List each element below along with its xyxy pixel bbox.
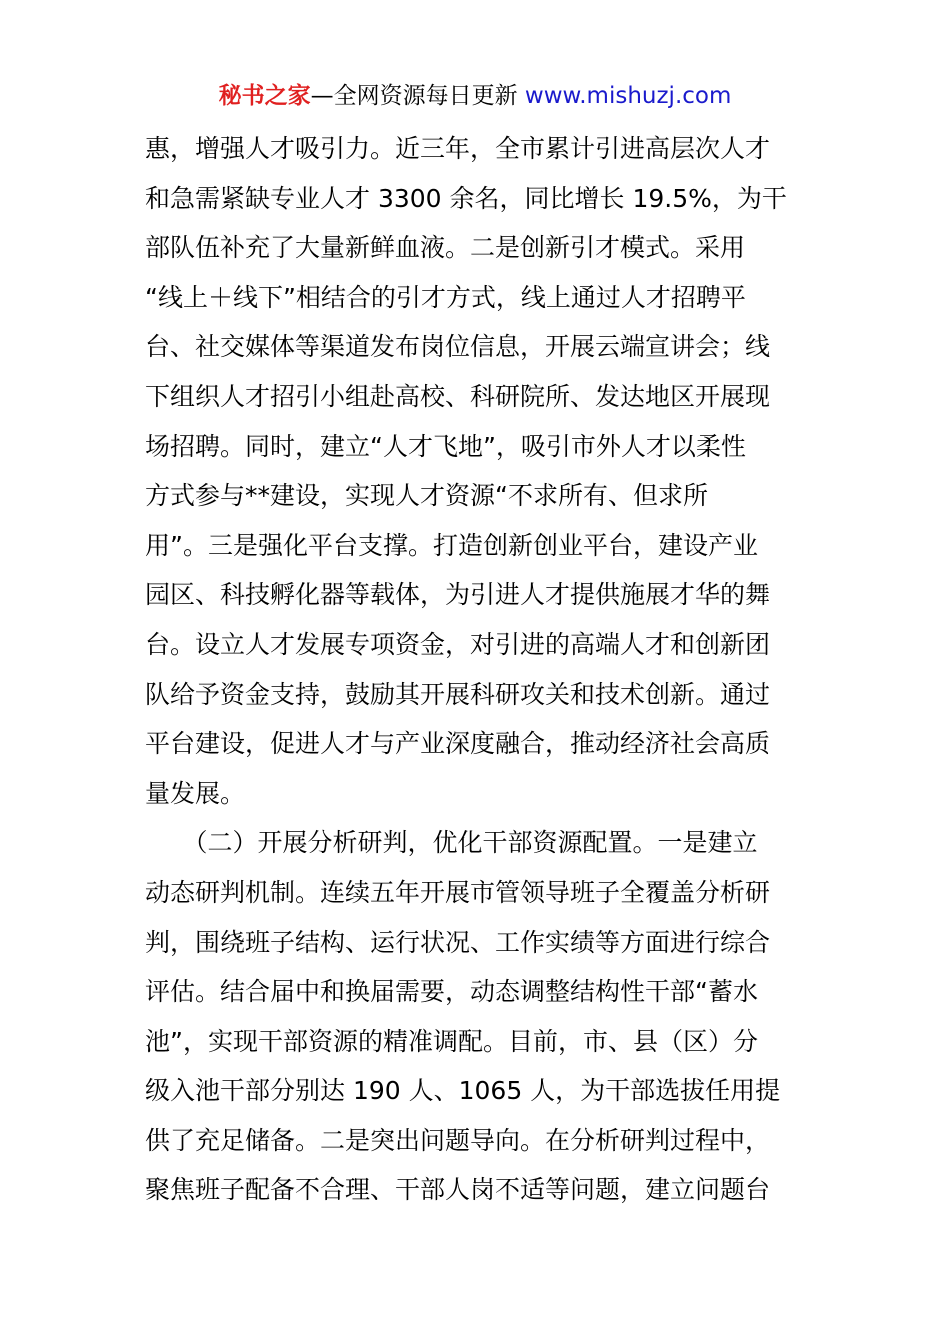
text-line: 聚焦班子配备不合理、干部人岗不适等问题，建立问题台 [145,1175,771,1205]
text-line: 池”，实现干部资源的精准调配。目前，市、县（区）分 [145,1026,758,1056]
site-url-link[interactable]: www.mishuzj.com [524,83,732,109]
text-line: 方式参与**建设，实现人才资源“不求所有、但求所 [145,481,708,511]
text-line: 用”。三是强化平台支撑。打造创新创业平台，建设产业 [145,530,758,560]
document-body [145,124,810,1215]
text-line: （二）开展分析研判，优化干部资源配置。一是建立 [145,828,758,858]
text-line: 园区、科技孵化器等载体，为引进人才提供施展才华的舞 [145,580,771,610]
text-line: 级入池干部分别达 190 人、1065 人，为干部选拔任用提 [145,1076,781,1106]
text-line: 惠，增强人才吸引力。近三年，全市累计引进高层次人才 [145,134,771,163]
page-header [0,80,950,112]
text-line: 量发展。 [145,778,246,808]
text-line: 台。设立人才发展专项资金，对引进的高端人才和创新团 [145,629,771,659]
text-line: 平台建设，促进人才与产业深度融合，推动经济社会高质 [145,729,771,759]
text-line: 队给予资金支持，鼓励其开展科研攻关和技术创新。通过 [145,679,771,709]
text-line: “线上＋线下”相结合的引才方式，线上通过人才招聘平 [145,282,746,312]
text-line: 判，围绕班子结构、运行状况、工作实绩等方面进行综合 [145,927,771,957]
text-line: 部队伍补充了大量新鲜血液。二是创新引才模式。采用 [145,233,746,263]
text-line: 供了充足储备。二是突出问题导向。在分析研判过程中， [145,1125,771,1155]
text-line: 台、社交媒体等渠道发布岗位信息，开展云端宣讲会；线 [145,332,771,362]
text-line: 下组织人才招引小组赴高校、科研院所、发达地区开展现 [145,381,771,411]
text-line: 评估。结合届中和换届需要，动态调整结构性干部“蓄水 [145,977,758,1007]
text-line: 场招聘。同时，建立“人才飞地”，吸引市外人才以柔性 [145,431,746,461]
text-line: 和急需紧缺专业人才 3300 余名，同比增长 19.5%，为干 [145,183,787,213]
header-slogan: —全网资源每日更新 [310,83,525,109]
text-line: 动态研判机制。连续五年开展市管领导班子全覆盖分析研 [145,877,771,907]
brand-name: 秘书之家 [218,83,311,109]
